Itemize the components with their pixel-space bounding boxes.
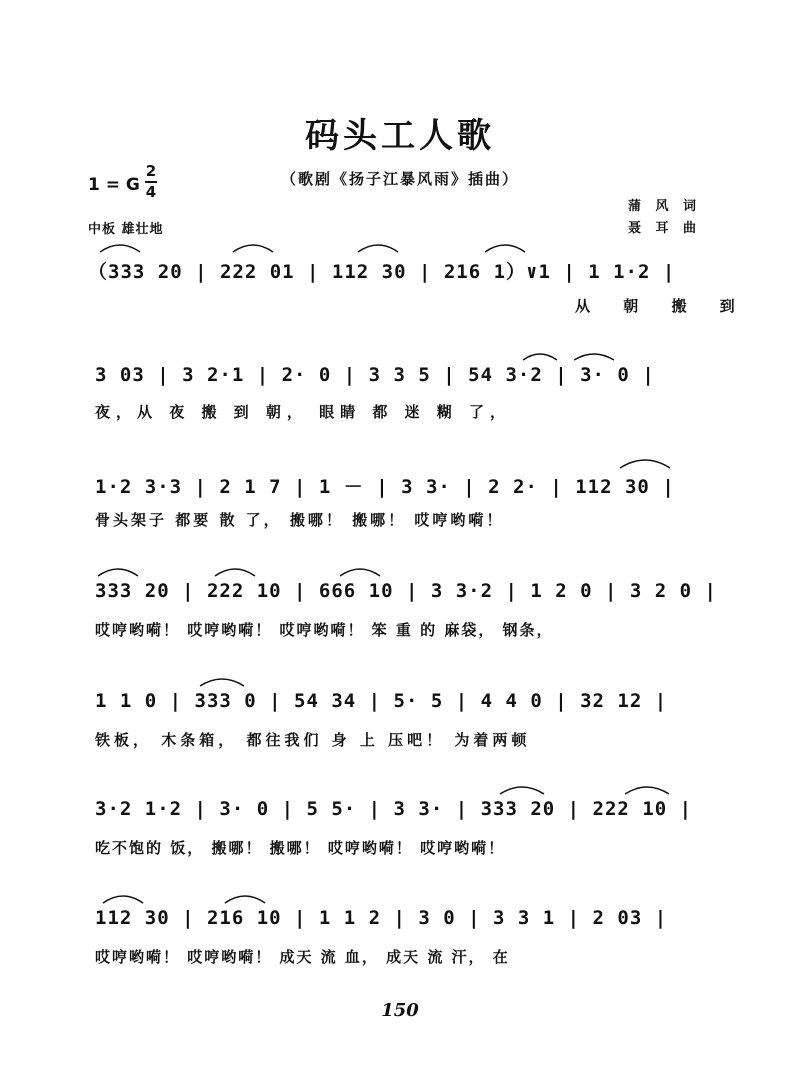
score-line-5-notes: 1 1 0 | 333 0 | 54 34 | 5· 5 | 4 4 0 | 32 12 | bbox=[95, 690, 668, 712]
tempo-marking: 中板 雄壮地 bbox=[88, 222, 164, 237]
score-line-3-notes: 1·2 3·3 | 2 1 7 | 1 － | 3 3· | 2 2· | 112 30 | bbox=[95, 476, 675, 498]
triplet-slur bbox=[100, 245, 140, 252]
triplet-slur bbox=[500, 787, 544, 794]
score-line-2-notes: 3 03 | 3 2·1 | 2· 0 | 3 3 5 | 54 3·2 | 3· 0 | bbox=[95, 364, 655, 386]
score-line-5-lyrics: 铁板， 木条箱， 都往我们 身 上 压吧！ 为着两顿 bbox=[95, 731, 531, 749]
time-signature-denominator: 4 bbox=[145, 183, 157, 201]
score-line-4-lyrics: 哎哼哟嗬！ 哎哼哟嗬！ 哎哼哟嗬！ 笨 重 的 麻袋， 钢条， bbox=[95, 621, 554, 639]
tie-slur bbox=[574, 354, 614, 360]
triplet-slur bbox=[200, 679, 244, 686]
score-line-7-lyrics: 哎哼哟嗬！ 哎哼哟嗬！ 成天 流 血， 成天 流 汗， 在 bbox=[95, 948, 510, 966]
score-line-1-lyrics: 从 朝 搬 到 bbox=[575, 297, 749, 315]
composer-credit: 聂 耳 曲 bbox=[628, 221, 702, 236]
score-line-4-notes: 333 20 | 222 10 | 666 10 | 3 3·2 | 1 2 0 | 3 2 0 | bbox=[95, 580, 717, 602]
score-line-1-notes: （333 20 | 222 01 | 112 30 | 216 1）∨1 | 1 1·2 | bbox=[88, 261, 676, 283]
triplet-slur bbox=[98, 569, 138, 576]
triplet-slur bbox=[215, 569, 255, 576]
song-subtitle: （歌剧《扬子江暴风雨》插曲） bbox=[280, 170, 519, 188]
score-line-7-notes: 112 30 | 216 10 | 1 1 2 | 3 0 | 3 3 1 | 2 03 | bbox=[95, 907, 668, 929]
triplet-slur bbox=[340, 569, 380, 576]
score-line-2-lyrics: 夜，从 夜 搬 到 朝， 眼睛 都 迷 糊 了， bbox=[95, 403, 512, 421]
triplet-slur bbox=[103, 896, 143, 903]
triplet-slur bbox=[225, 896, 265, 903]
triplet-slur bbox=[620, 460, 670, 468]
key-signature: 1 = G bbox=[88, 175, 140, 195]
triplet-slur bbox=[233, 245, 273, 252]
triplet-slur bbox=[485, 245, 525, 252]
tie-slur bbox=[523, 354, 557, 360]
score-line-6-notes: 3·2 1·2 | 3· 0 | 5 5· | 3 3· | 333 20 | 222 10 | bbox=[95, 798, 693, 820]
triplet-slur bbox=[358, 245, 398, 252]
page-number: 150 bbox=[381, 1000, 419, 1021]
lyricist-credit: 蒲 风 词 bbox=[628, 199, 702, 214]
score-line-3-lyrics: 骨头架子 都要 散 了， 搬哪！ 搬哪！ 哎哼哟嗬！ bbox=[95, 511, 505, 529]
triplet-slur bbox=[625, 787, 669, 794]
score-line-6-lyrics: 吃不饱的 饭， 搬哪！ 搬哪！ 哎哼哟嗬！ 哎哼哟嗬！ bbox=[95, 839, 506, 857]
time-signature-numerator: 2 bbox=[145, 162, 157, 180]
song-title: 码头工人歌 bbox=[305, 116, 495, 156]
